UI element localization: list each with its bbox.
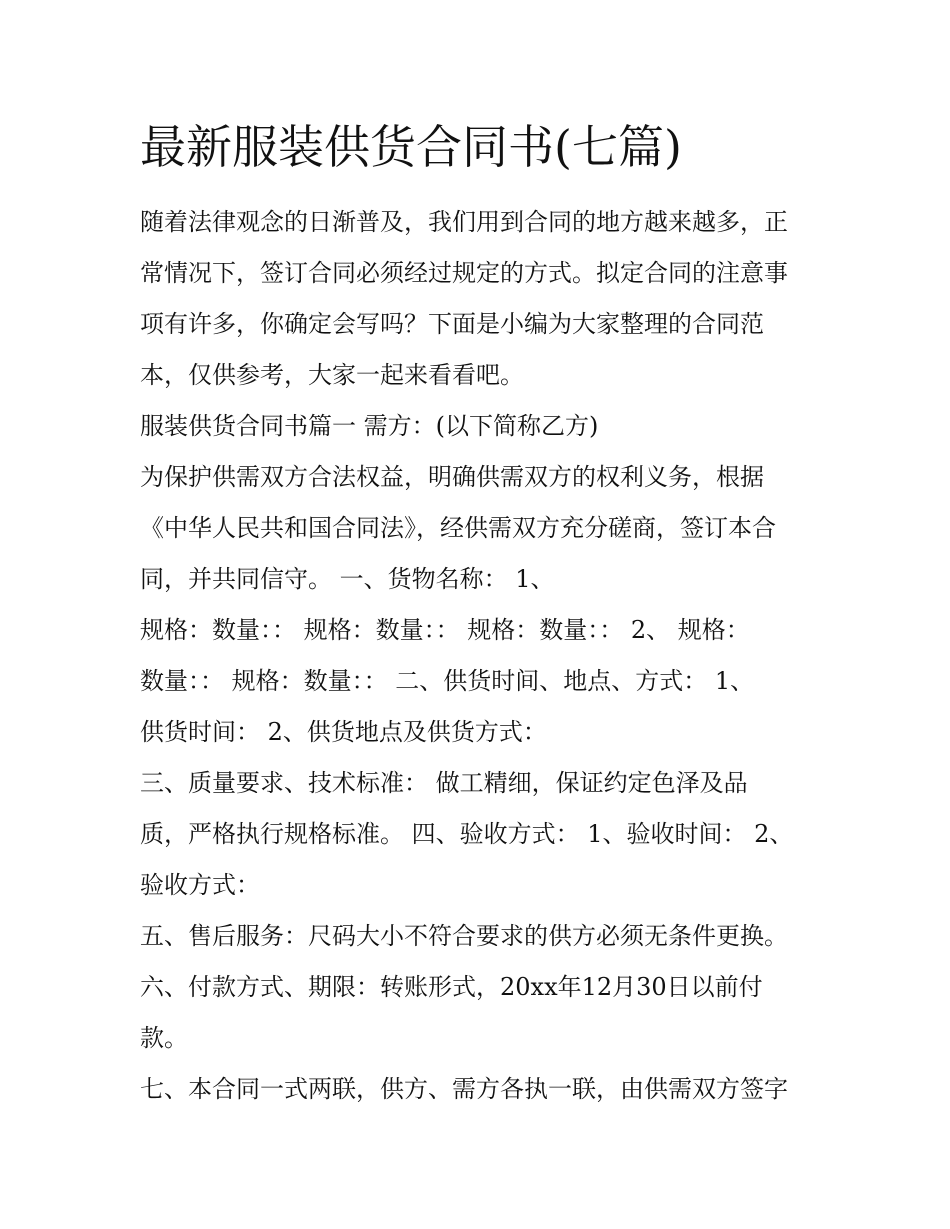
body-line: 七、本合同一式两联，供方、需方各执一联，由供需双方签字 [140,1075,788,1103]
body-line: 六、付款方式、期限：转账形式，20xx年12月30日以前付 [140,973,763,1001]
body-line: 《中华人民共和国合同法》，经供需双方充分磋商，签订本合 [140,514,776,542]
body-line: 同，并共同信守。 一、货物名称： 1、 [140,565,555,593]
body-line: 三、质量要求、技术标准： 做工精细，保证约定色泽及品 [140,769,748,797]
body-line: 供货时间： 2、供货地点及供货方式： [140,718,547,746]
body-line: 验收方式： [140,871,260,899]
body-line: 质，严格执行规格标准。 四、验收方式： 1、验收时间： 2、 [140,820,794,848]
body-line: 数量：： 规格：数量：： 二、供货时间、地点、方式： 1、 [140,667,755,695]
body-line: 规格：数量：： 规格：数量：： 规格：数量：： 2、 规格： [140,616,750,644]
body-line: 项有许多，你确定会写吗？下面是小编为大家整理的合同范 [140,310,764,338]
section-heading: 服装供货合同书篇一 需方：(以下简称乙方) [140,412,599,440]
body-line: 随着法律观念的日渐普及，我们用到合同的地方越来越多，正 [140,208,788,236]
body-line: 款。 [140,1024,188,1052]
body-line: 五、售后服务：尺码大小不符合要求的供方必须无条件更换。 [140,922,788,950]
body-line: 本，仅供参考，大家一起来看看吧。 [140,361,524,389]
body-line: 为保护供需双方合法权益，明确供需双方的权利义务，根据 [140,463,764,491]
body-line: 常情况下，签订合同必须经过规定的方式。拟定合同的注意事 [140,259,788,287]
page-title: 最新服装供货合同书(七篇) [140,120,682,174]
